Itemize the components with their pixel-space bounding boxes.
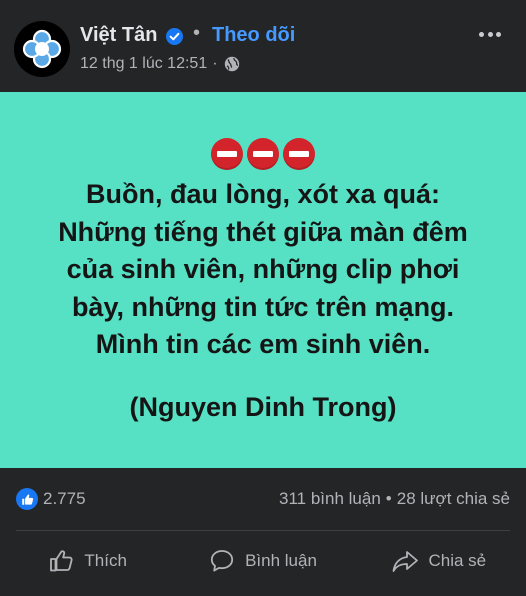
comment-button-label: Bình luận	[245, 551, 317, 570]
post-text-line: bày, những tin tức trên mạng.	[71, 291, 455, 322]
share-button[interactable]	[351, 531, 526, 591]
post-meta	[80, 55, 240, 73]
comment-bubble-icon	[209, 548, 235, 574]
stats-separator: •	[385, 489, 392, 508]
post-text	[0, 176, 526, 364]
no-entry-icon	[247, 138, 279, 170]
post-text-line: Buồn, đau lòng, xót xa quá:	[86, 179, 440, 209]
reaction-count[interactable]: 2.775	[43, 489, 86, 508]
post-header	[0, 0, 526, 92]
thumbs-up-outline-icon	[48, 548, 74, 574]
post-content-card[interactable]	[0, 92, 526, 468]
action-bar	[0, 531, 526, 591]
meta-separator: ·	[212, 55, 218, 72]
header-separator: •	[193, 22, 201, 44]
globe-icon	[224, 56, 240, 72]
verified-badge-icon	[166, 28, 183, 45]
no-entry-icon	[283, 138, 315, 170]
post-timestamp[interactable]: 12 thg 1 lúc 12:51	[80, 55, 208, 72]
page-name-link[interactable]: Việt Tân	[80, 24, 158, 46]
post-text-line: của sinh viên, những clip phơi	[66, 254, 460, 284]
comment-share-stats	[279, 489, 510, 509]
share-arrow-icon	[391, 548, 419, 574]
like-button-label: Thích	[84, 551, 127, 570]
like-button[interactable]	[0, 531, 175, 591]
more-dot-icon	[496, 32, 501, 37]
comment-count-link[interactable]: 311 bình luận	[279, 489, 381, 508]
post-text-line: Những tiếng thét giữa màn đêm	[58, 216, 468, 247]
thumbs-up-icon	[21, 493, 34, 506]
more-dot-icon	[479, 32, 484, 37]
flower-logo-icon	[22, 29, 62, 69]
share-count-link[interactable]: 28 lượt chia sẻ	[396, 489, 510, 508]
page-avatar[interactable]	[14, 21, 70, 77]
share-button-label: Chia sẻ	[428, 551, 487, 570]
engagement-stats	[0, 468, 526, 530]
more-dot-icon	[488, 32, 493, 37]
comment-button[interactable]	[175, 531, 350, 591]
follow-button[interactable]: Theo dõi	[212, 24, 296, 46]
post-author-credit: (Nguyen Dinh Trong)	[129, 392, 397, 422]
no-entry-icon	[211, 138, 243, 170]
more-options-button[interactable]	[476, 22, 504, 46]
post-text-line: Mình tin các em sinh viên.	[95, 329, 431, 359]
like-reaction-icon[interactable]	[16, 488, 38, 510]
emoji-row	[0, 138, 526, 170]
